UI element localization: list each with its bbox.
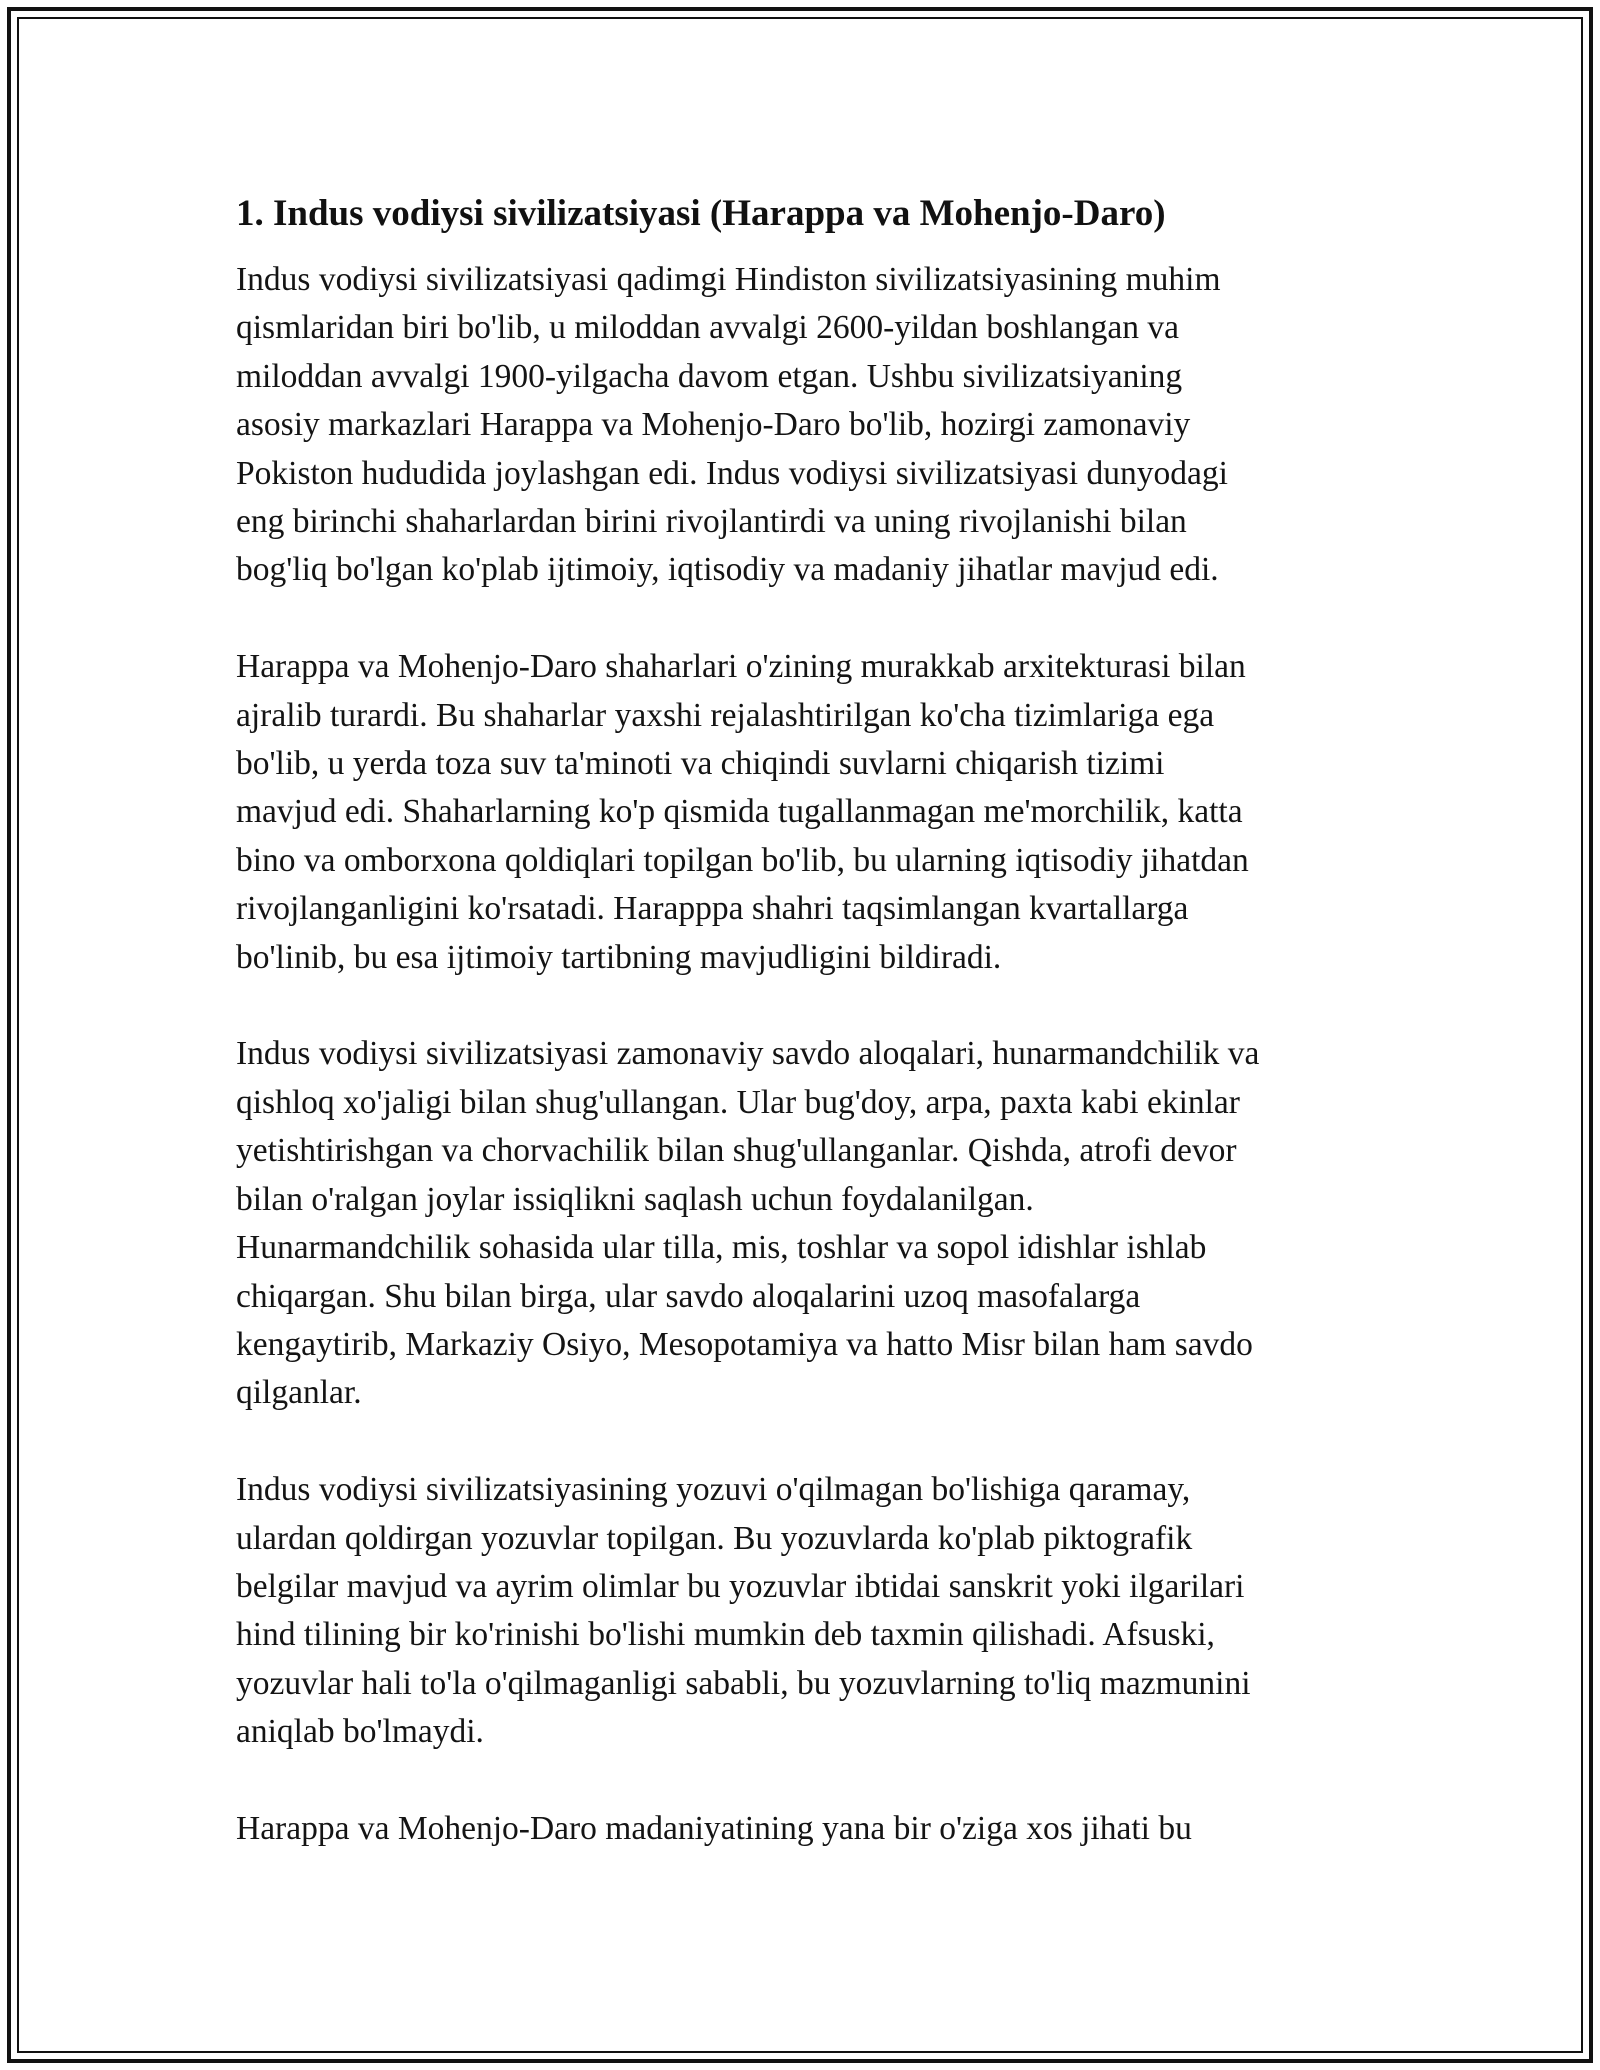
text-line: Hunarmandchilik sohasida ular tilla, mis, toshlar va sopol idishlar ishlab: [236, 1229, 1207, 1267]
text-line: Harappa va Mohenjo-Daro madaniyatining yana bir o'ziga xos jihati bu: [236, 1809, 1192, 1847]
text-line: bo'lib, u yerda toza suv ta'minoti va chiqindi suvlarni chiqarish tizimi: [236, 745, 1165, 783]
text-line: mavjud edi. Shaharlarning ko'p qismida tugallanmagan me'morchilik, katta: [236, 793, 1243, 831]
section-heading: 1. Indus vodiysi sivilizatsiyasi (Harappa va Mohenjo-Daro): [236, 193, 1166, 234]
paragraph-1: [236, 256, 1366, 595]
text-line: Indus vodiysi sivilizatsiyasi zamonaviy savdo aloqalari, hunarmandchilik va: [236, 1035, 1260, 1073]
text-line: hind tilining bir ko'rinishi bo'lishi mumkin deb taxmin qilishadi. Afsuski,: [236, 1616, 1215, 1654]
paragraph-5: [236, 1805, 1366, 1853]
text-line: belgilar mavjud va ayrim olimlar bu yozuvlar ibtidai sanskrit yoki ilgarilari: [236, 1567, 1245, 1605]
paragraph-3: [236, 1030, 1366, 1417]
text-line: miloddan avvalgi 1900-yilgacha davom etgan. Ushbu sivilizatsiyaning: [236, 357, 1183, 395]
text-line: ulardan qoldirgan yozuvlar topilgan. Bu yozuvlarda ko'plab piktografik: [236, 1519, 1193, 1557]
text-line: Indus vodiysi sivilizatsiyasining yozuvi o'qilmagan bo'lishiga qaramay,: [236, 1471, 1191, 1509]
paragraph-4: [236, 1466, 1366, 1756]
text-line: Indus vodiysi sivilizatsiyasi qadimgi Hindiston sivilizatsiyasining muhim: [236, 261, 1221, 298]
text-line: bo'linib, bu esa ijtimoiy tartibning mavjudligini bildiradi.: [236, 938, 1002, 976]
text-line: Harappa va Mohenjo-Daro shaharlari o'zining murakkab arxitekturasi bilan: [236, 648, 1246, 686]
text-line: aniqlab bo'lmaydi.: [236, 1713, 484, 1751]
text-line: bilan o'ralgan joylar issiqlikni saqlash uchun foydalanilgan.: [236, 1180, 1034, 1218]
text-line: bog'liq bo'lgan ko'plab ijtimoiy, iqtisodiy va madaniy jihatlar mavjud edi.: [236, 551, 1219, 589]
text-line: qilganlar.: [236, 1374, 362, 1412]
text-line: yozuvlar hali to'la o'qilmaganligi sababli, bu yozuvlarning to'liq mazmunini: [236, 1664, 1251, 1702]
paragraph-2: [236, 643, 1366, 982]
text-line: eng birinchi shaharlardan birini rivojlantirdi va uning rivojlanishi bilan: [236, 503, 1187, 541]
text-line: qishloq xo'jaligi bilan shug'ullangan. Ular bug'doy, arpa, paxta kabi ekinlar: [236, 1083, 1240, 1121]
text-line: ajralib turardi. Bu shaharlar yaxshi rejalashtirilgan ko'cha tizimlariga ega: [236, 696, 1215, 734]
text-line: kengaytirib, Markaziy Osiyo, Mesopotamiya va hatto Misr bilan ham savdo: [236, 1325, 1253, 1363]
document-body: [236, 188, 1366, 1853]
text-line: qismlaridan biri bo'lib, u miloddan avvalgi 2600-yildan boshlangan va: [236, 309, 1179, 347]
text-line: rivojlanganligini ko'rsatadi. Harapppa shahri taqsimlangan kvartallarga: [236, 890, 1189, 928]
text-line: Pokiston hududida joylashgan edi. Indus vodiysi sivilizatsiyasi dunyodagi: [236, 454, 1228, 492]
text-line: bino va omborxona qoldiqlari topilgan bo'lib, bu ularning iqtisodiy jihatdan: [236, 841, 1249, 879]
text-line: asosiy markazlari Harappa va Mohenjo-Daro bo'lib, hozirgi zamonaviy: [236, 406, 1191, 444]
text-line: chiqargan. Shu bilan birga, ular savdo aloqalarini uzoq masofalarga: [236, 1277, 1141, 1315]
text-line: yetishtirishgan va chorvachilik bilan shug'ullanganlar. Qishda, atrofi devor: [236, 1132, 1237, 1170]
